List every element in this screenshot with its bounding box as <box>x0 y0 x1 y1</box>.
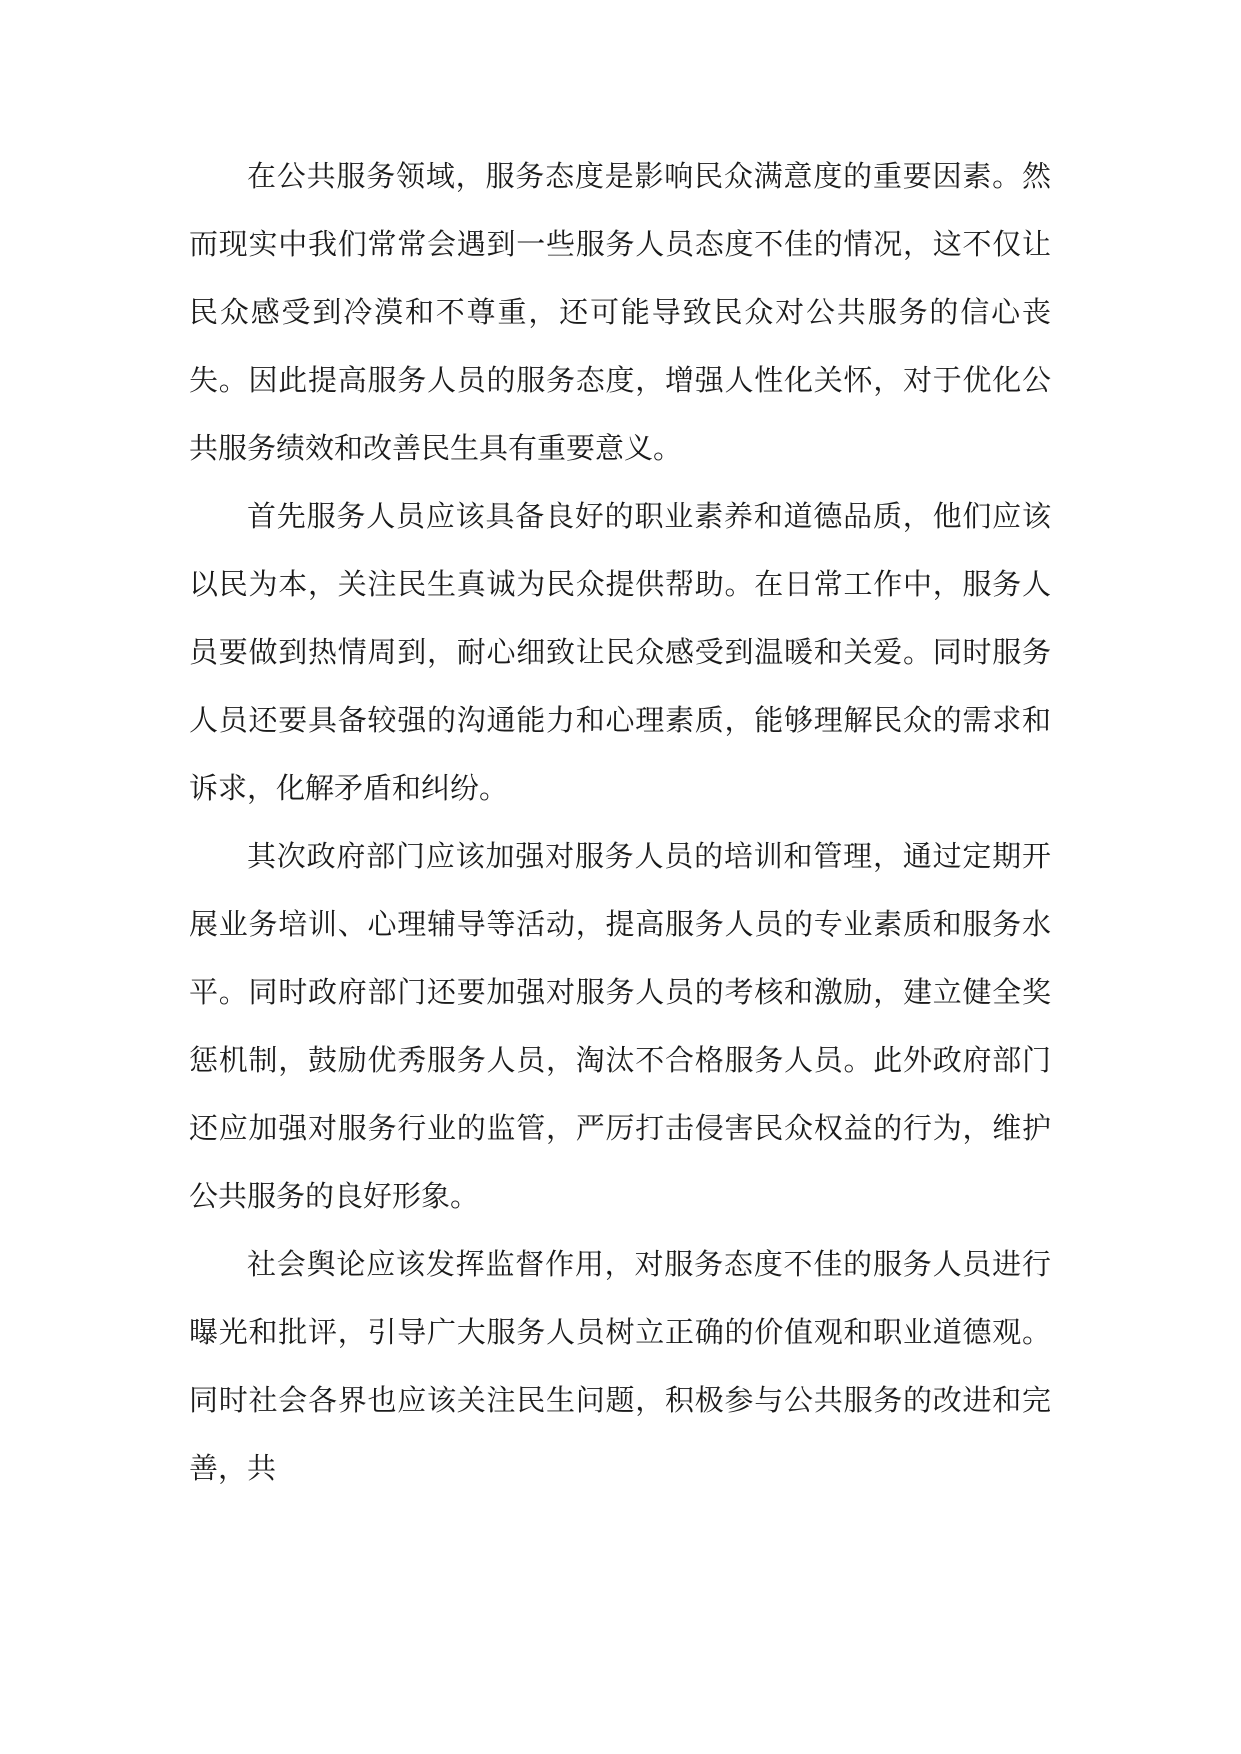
paragraph-2: 首先服务人员应该具备良好的职业素养和道德品质，他们应该以民为本，关注民生真诚为民众提供帮助。在日常工作中，服务人员要做到热情周到，耐心细致让民众感受到温暖和关爱。同时服务人员还要具备较强的沟通能力和心理素质，能够理解民众的需求和诉求，化解矛盾和纠纷。 <box>189 499 1051 805</box>
document-body <box>189 142 1051 1502</box>
paragraph-1: 在公共服务领域，服务态度是影响民众满意度的重要因素。然而现实中我们常常会遇到一些服务人员态度不佳的情况，这不仅让民众感受到冷漠和不尊重，还可能导致民众对公共服务的信心丧失。因此提高服务人员的服务态度，增强人性化关怀，对于优化公共服务绩效和改善民生具有重要意义。 <box>189 159 1051 465</box>
paragraph-4: 社会舆论应该发挥监督作用，对服务态度不佳的服务人员进行曝光和批评，引导广大服务人员树立正确的价值观和职业道德观。同时社会各界也应该关注民生问题，积极参与公共服务的改进和完善，共 <box>189 1247 1051 1485</box>
paragraph-3: 其次政府部门应该加强对服务人员的培训和管理，通过定期开展业务培训、心理辅导等活动，提高服务人员的专业素质和服务水平。同时政府部门还要加强对服务人员的考核和激励，建立健全奖惩机制，鼓励优秀服务人员，淘汰不合格服务人员。此外政府部门还应加强对服务行业的监管，严厉打击侵害民众权益的行为，维护公共服务的良好形象。 <box>189 839 1051 1213</box>
